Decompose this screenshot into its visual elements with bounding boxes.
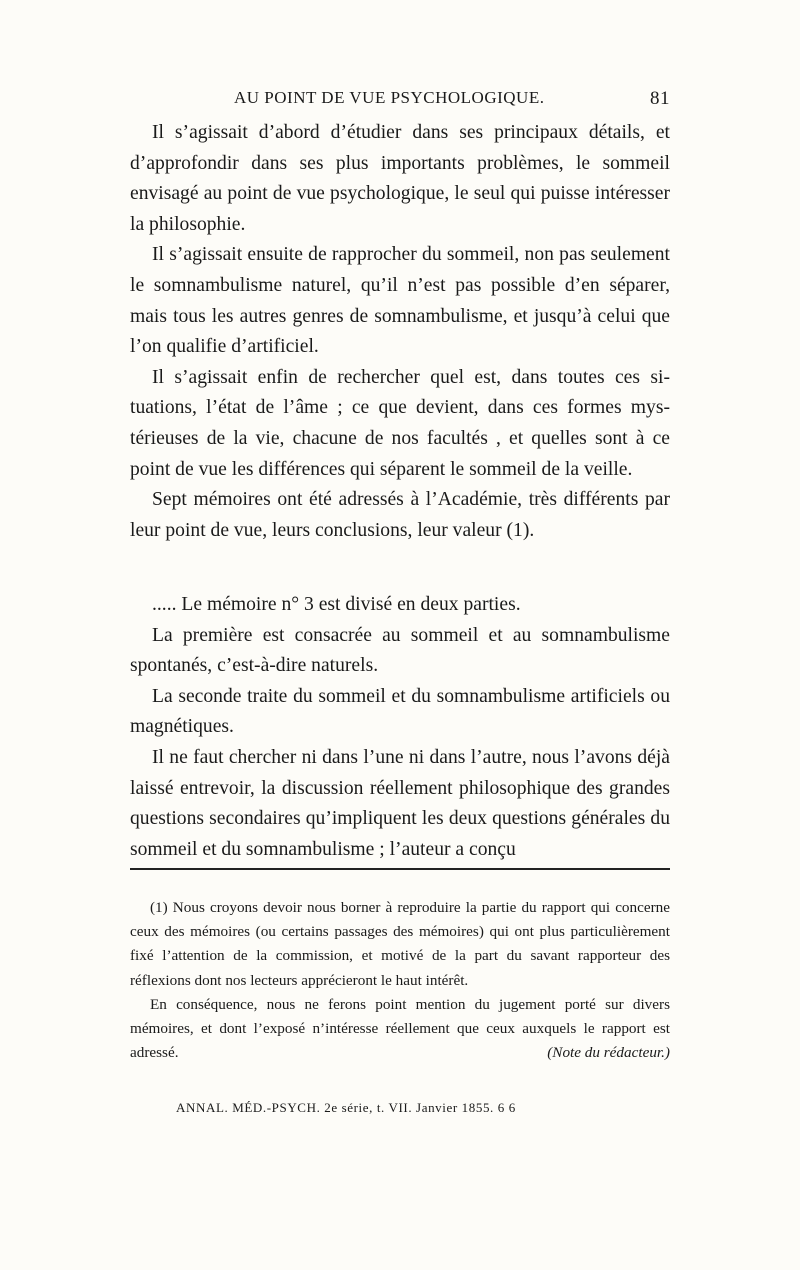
- paragraph: Il s’agissait d’abord d’étudier dans ses principaux détails, et d’approfondir dans ses plus importants problèmes, le sommeil envisagé au point de vue psychologique, le seul qui puisse intéresser la philosophie.: [130, 122, 670, 235]
- footnotes: [130, 896, 670, 1065]
- paragraph: ..... Le mémoire n° 3 est divisé en deux parties.: [152, 594, 521, 615]
- main-text: [130, 118, 670, 546]
- paragraph: La première est consacrée au sommeil et au somnambulisme spontanés, c’est-à-dire naturels.: [130, 624, 670, 677]
- running-header: [130, 88, 670, 114]
- footnote-1: (1) Nous croyons devoir nous borner à reproduire la partie du rapport qui concerne ceux des mémoires (ou certains passages des mémoires) qui ont plus particulièrement fixé l’attention de la commission, et motivé de la part du savant rapporteur des réflexions dont nos lecteurs apprécieront le haut intérêt.: [130, 899, 670, 989]
- footnote-rule: [130, 868, 670, 870]
- footnote-2-text: En conséquence, nous ne ferons point mention du jugement porté sur divers mémoires, et dont l’exposé n’intéresse réellement que ceux auxquels le rapport est adressé.: [130, 995, 670, 1062]
- paragraph: La seconde traite du sommeil et du somnambulisme artificiels ou magnétiques.: [130, 685, 670, 738]
- excerpt-text: [130, 590, 670, 865]
- paragraph: Il s’agissait enfin de rechercher quel est, dans toutes ces situations, l’état de l’âme ; ce que devient, dans ces formes mystérieuses de la vie, chacune de nos facultés , et quelles sont à ce point de vue les différences qui séparent le sommeil de la veille.: [130, 366, 670, 480]
- paragraph: Il ne faut chercher ni dans l’une ni dans l’autre, nous l’avons déjà laissé entrevoir, la discussion réellement philosophique des grandes questions secondaires qu’impliquent les deux questions générales du sommeil et du somnambulisme ; l’auteur a conçu: [130, 746, 670, 860]
- printer-signature-line: ANNAL. MÉD.-PSYCH. 2e série, t. VII. Janvier 1855. 6 6: [176, 1100, 516, 1115]
- running-title: AU POINT DE VUE PSYCHOLOGIQUE.: [234, 88, 545, 107]
- footnote-signature: (Note du rédacteur.): [547, 1044, 670, 1062]
- page-number: 81: [650, 88, 670, 109]
- paragraph: Il s’agissait ensuite de rapprocher du sommeil, non pas seulement le somnambulisme naturel, qu’il n’est pas possible d’en séparer, mais tous les autres genres de somnambulisme, et jusqu’à celui que l’on qualifie d’artificiel.: [130, 244, 670, 358]
- paragraph: Sept mémoires ont été adressés à l’Académie, très différents par leur point de vue, leurs conclusions, leur valeur (1).: [130, 489, 670, 541]
- footnote-2: [130, 993, 670, 1066]
